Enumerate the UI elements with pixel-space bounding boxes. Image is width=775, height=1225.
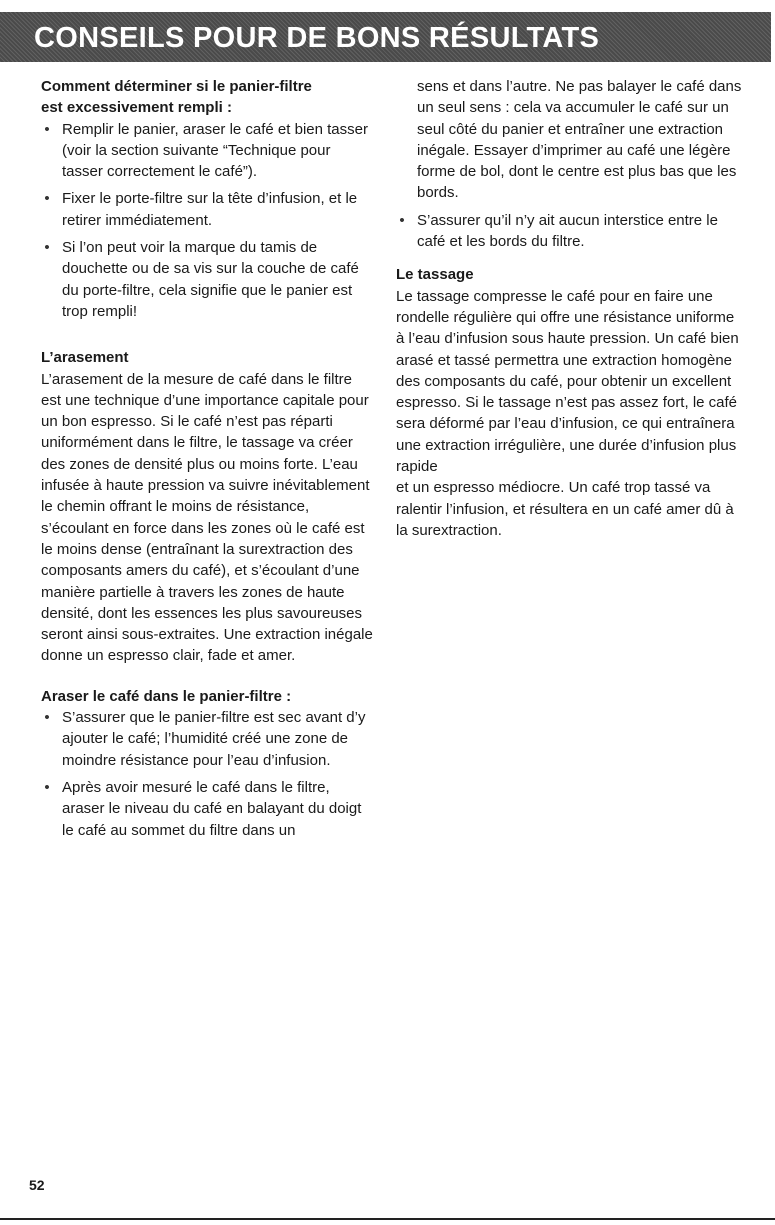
overfill-check-list <box>41 119 374 323</box>
list-item: • Remplir le panier, araser le café et bien tasser (voir la section suivante “Technique pour tasser correctement le café”). <box>41 119 374 183</box>
leveling-paragraph: L’arasement de la mesure de café dans le filtre est une technique d’une importance capitale pour un bon espresso. Si le café n’est pas réparti uniformément dans le filtre, le tassage va créer des zones de densité plus ou moins forte. L’eau infusée à haute pression va suivre inévitablement le chemin offrant le moins de résistance, s’écoulant en force dans les zones où le café est le moins dense (entraînant la surextraction des composants amers du café), et s’écoulant d’une manière partielle à travers les zones de haute densité, dont les essences les plus savoureuses seront ainsi sous-extraites. Une extraction inégale donne un espresso clair, fade et amer. <box>41 370 373 665</box>
heading-line-2: est excessivement rempli : <box>41 99 232 117</box>
list-item: • Fixer le porte-filtre sur la tête d’infusion, et le retirer immédiatement. <box>41 188 374 231</box>
list-item: • Après avoir mesuré le café dans le filtre, araser le niveau du café en balayant du doigt le café au sommet du filtre dans un <box>41 777 374 841</box>
tamping-paragraph-1: Le tassage compresse le café pour en faire une rondelle régulière qui offre une résistance uniforme à l’eau d’infusion sous haute pression. Un café bien arasé et tassé permettra une extraction homogène des composants du café, pour obtenir un excellent espresso. Si le tassage n’est pas assez fort, le café sera déformé par l’eau d’infusion, ce qui entraînera une extraction irrégulière, une durée d’infusion plus rapide <box>396 287 739 476</box>
list-item: • S’assurer qu’il n’y ait aucun interstice entre le café et les bords du filtre. <box>396 210 746 253</box>
title-banner <box>0 12 771 62</box>
section-heading-tamping: Le tassage <box>396 266 474 284</box>
page-number: 52 <box>29 1177 45 1193</box>
tamping-paragraph-2: et un espresso médiocre. Un café trop tassé va ralentir l’infusion, et résultera en un café amer dû à la surextraction. <box>396 479 734 539</box>
section-heading-level-coffee: Araser le café dans le panier-filtre : <box>41 687 292 705</box>
right-column <box>396 76 746 541</box>
heading-line-1: Comment déterminer si le panier-filtre <box>41 78 312 95</box>
list-item: • Si l’on peut voir la marque du tamis de douchette ou de sa vis sur la couche de café du porte-filtre, cela signifie que le panier est trop rempli! <box>41 237 374 322</box>
list-item: • S’assurer que le panier-filtre est sec avant d’y ajouter le café; l’humidité créé une zone de moindre résistance pour l’eau d’infusion. <box>41 707 374 771</box>
footer-rule <box>0 1218 775 1220</box>
level-coffee-list-continued <box>396 210 746 253</box>
section-heading-overfill <box>41 76 374 119</box>
left-column <box>41 76 374 847</box>
level-coffee-list <box>41 707 374 841</box>
section-heading-leveling: L’arasement <box>41 349 129 367</box>
list-item-continuation: sens et dans l’autre. Ne pas balayer le café dans un seul sens : cela va accumuler le café sur un seul côté du panier et entraîner une extraction inégale. Essayer d’imprimer au café une légère forme de bol, dont le centre est plus bas que les bords. <box>417 78 742 202</box>
page-title: CONSEILS POUR DE BONS RÉSULTATS <box>34 22 600 54</box>
